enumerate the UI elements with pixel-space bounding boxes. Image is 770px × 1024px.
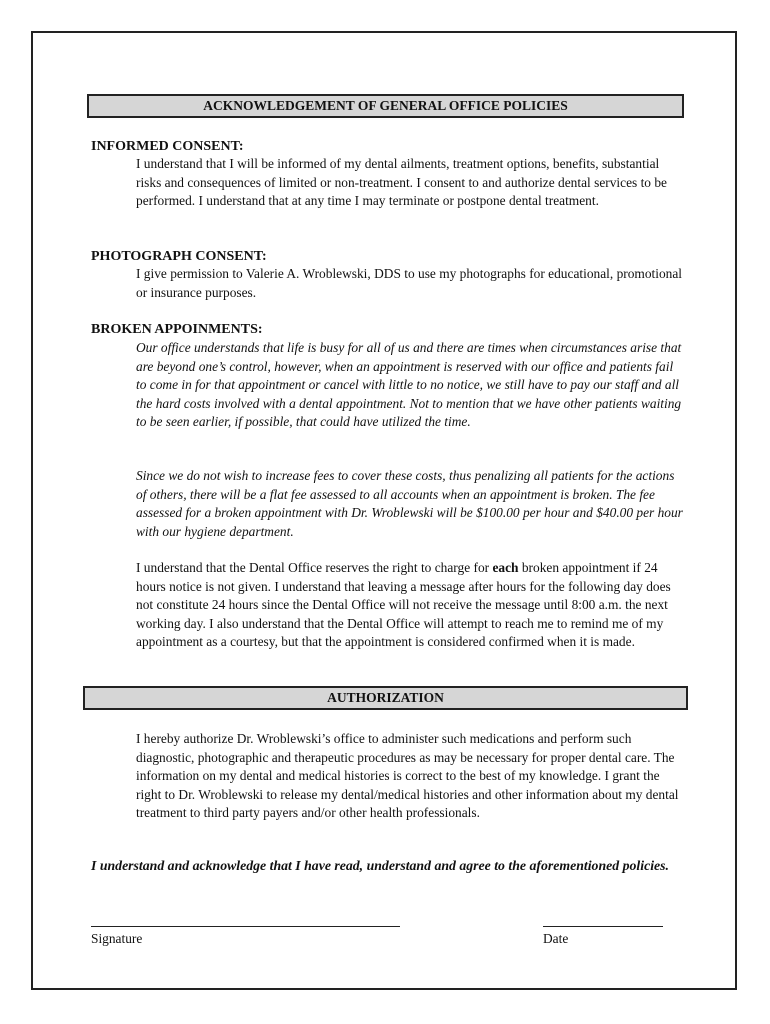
photograph-consent-heading: PHOTOGRAPH CONSENT: bbox=[91, 249, 267, 264]
broken-appointments-heading: BROKEN APPOINMENTS: bbox=[91, 322, 263, 337]
broken-appointments-paragraph-3 bbox=[136, 559, 684, 652]
charge-text-end: broken appointment if 24 hours notice is not given. I understand that leaving a message after hours for the following day does not constitute 24 hours since the Dental Office will not receive the message until 8:00 a.m. the next working day. I also understand that the Dental Office will attempt to reach me to remind me of my appointment as a courtesy, but that the appointment is considered confirmed when it is made. bbox=[136, 560, 671, 649]
informed-consent-heading: INFORMED CONSENT: bbox=[91, 139, 244, 154]
date-line[interactable] bbox=[543, 926, 663, 927]
authorization-banner: AUTHORIZATION bbox=[83, 686, 688, 710]
charge-text-start: I understand that the Dental Office reserves the right to charge for bbox=[136, 560, 493, 575]
authorization-text: I hereby authorize Dr. Wroblewski’s office to administer such medications and perform such diagnostic, photographic and therapeutic procedures as may be necessary for proper dental care. The information on my dental and medical histories is correct to the best of my knowledge. I grant the right to Dr. Wroblewski to release my dental/medical histories and other information about my dental treatment to third party payers and/or other health professionals. bbox=[136, 731, 679, 820]
acknowledgement-statement: I understand and acknowledge that I have read, understand and agree to the aforementioned policies. bbox=[91, 858, 669, 873]
signature-label: Signature bbox=[91, 931, 143, 946]
broken-appointments-paragraph-1: Our office understands that life is busy for all of us and there are times when circumstances arise that are beyond one’s control, however, when an appointment is reserved with our office and patients fail to come in for that appointment or cancel with little to no notice, we still have to pay our staff and all the hard costs involved with a dental appointment. Not to mention that we have other patients waiting to be seen earlier, if possible, that could have utilized the time. bbox=[136, 340, 682, 429]
broken-appointments-paragraph-2: Since we do not wish to increase fees to cover these costs, thus penalizing all patients for the actions of others, there will be a flat fee assessed to all accounts when an appointment is broken. The fee assessed for a broken appointment with Dr. Wroblewski will be $100.00 per hour and $40.00 per hour with our hygiene department. bbox=[136, 468, 683, 539]
photograph-consent-text: I give permission to Valerie A. Wroblewski, DDS to use my photographs for educational, promotional or insurance purposes. bbox=[136, 266, 683, 300]
date-label: Date bbox=[543, 931, 569, 946]
signature-line[interactable] bbox=[91, 926, 400, 927]
page-title-banner: ACKNOWLEDGEMENT OF GENERAL OFFICE POLICIES bbox=[87, 94, 684, 118]
informed-consent-text: I understand that I will be informed of my dental ailments, treatment options, benefits, substantial risks and consequences of limited or non-treatment. I consent to and authorize dental services to be performed. I understand that at any time I may terminate or postpone dental treatment. bbox=[136, 156, 667, 208]
each-emphasis: each bbox=[492, 560, 519, 575]
